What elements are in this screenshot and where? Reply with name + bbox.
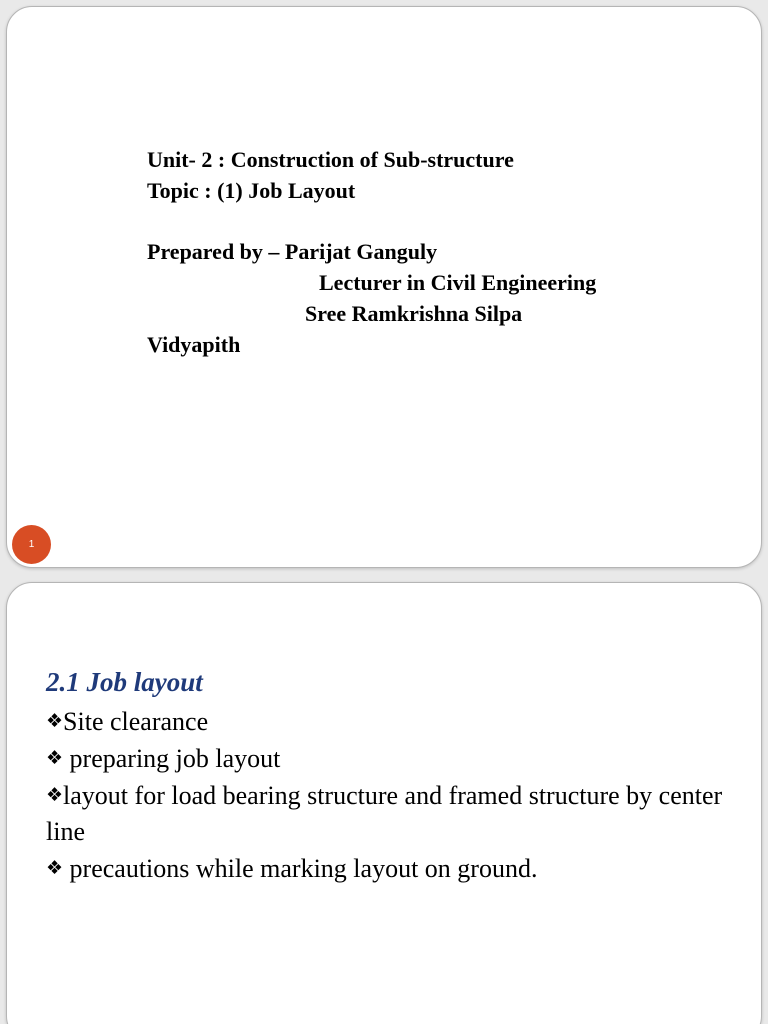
slide-1 <box>6 6 762 568</box>
diamond-bullet-icon: ❖ <box>46 710 64 732</box>
slide-2 <box>6 582 762 1024</box>
bullet-text: precautions while marking layout on ground. <box>63 854 538 883</box>
list-item <box>46 740 736 777</box>
author-designation: Lecturer in Civil Engineering <box>319 270 597 295</box>
diamond-bullet-icon: ❖ <box>46 747 64 769</box>
unit-title: Unit- 2 : Construction of Sub-structure <box>147 147 514 172</box>
section-heading: 2.1 Job layout <box>46 667 203 697</box>
list-item <box>46 703 736 740</box>
bullet-text: Site clearance <box>63 707 209 736</box>
slide-number-badge: 1 <box>12 525 51 564</box>
list-item <box>46 850 736 887</box>
institution-name: Sree Ramkrishna Silpa <box>305 301 523 326</box>
bullet-list <box>46 703 736 887</box>
diamond-bullet-icon: ❖ <box>46 784 64 806</box>
list-item <box>46 777 736 850</box>
bullet-text: layout for load bearing structure and framed structure by center line <box>46 781 723 846</box>
diamond-bullet-icon: ❖ <box>46 857 64 879</box>
bullet-text: preparing job layout <box>63 744 281 773</box>
topic-title: Topic : (1) Job Layout <box>147 178 356 203</box>
institution-name-cont: Vidyapith <box>147 332 241 357</box>
prepared-by: Prepared by – Parijat Ganguly <box>147 239 438 264</box>
